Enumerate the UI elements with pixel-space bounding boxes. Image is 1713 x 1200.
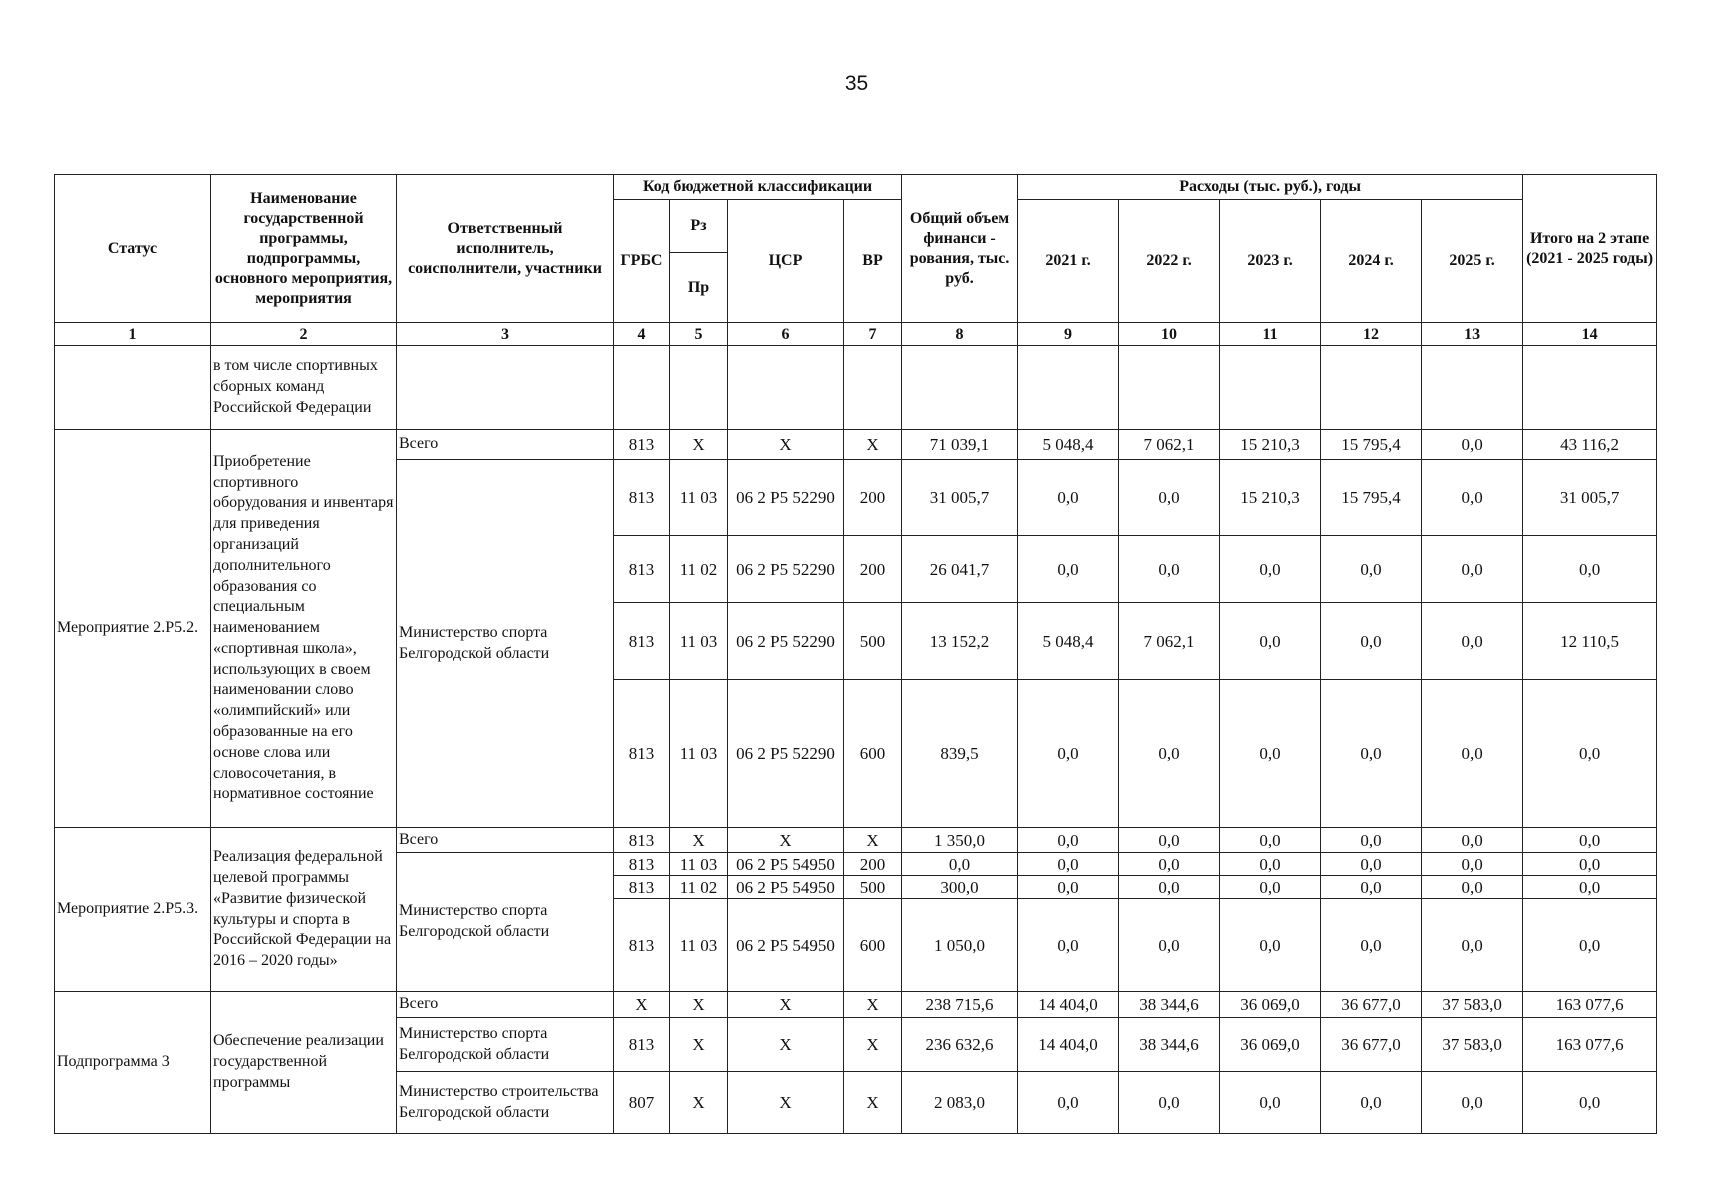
column-number: 2 [211,323,397,346]
column-number: 8 [902,323,1018,346]
vr-cell: X [844,430,902,460]
grbs-cell: 813 [614,460,670,536]
year-2022-cell: 7 062,1 [1119,430,1220,460]
year-2021-cell: 0,0 [1018,536,1119,603]
column-number: 14 [1523,323,1657,346]
empty-cell [397,346,614,430]
empty-cell [902,346,1018,430]
vr-cell: 200 [844,853,902,876]
header-pr: Пр [670,253,728,323]
status-cell: Мероприятие 2.Р5.2. [55,430,211,828]
rzpr-cell: X [670,1018,728,1072]
column-number: 12 [1321,323,1422,346]
rzpr-cell: 11 03 [670,603,728,680]
header-name: Наименование государственной программы, подпрограммы, основного мероприятия, мероприятия [211,175,397,323]
executor-cell: Министерство спорта Белгородской области [397,1018,614,1072]
itogo-cell: 0,0 [1523,536,1657,603]
itogo-cell: 163 077,6 [1523,992,1657,1018]
header-year-2022: 2022 г. [1119,200,1220,323]
column-number: 3 [397,323,614,346]
rzpr-cell: 11 03 [670,899,728,992]
year-2023-cell: 0,0 [1220,853,1321,876]
rzpr-cell: X [670,1072,728,1134]
year-2022-cell: 0,0 [1119,899,1220,992]
csr-cell: 06 2 Р5 52290 [728,460,844,536]
year-2021-cell: 0,0 [1018,1072,1119,1134]
year-2021-cell: 5 048,4 [1018,430,1119,460]
year-2024-cell: 0,0 [1321,876,1422,899]
grbs-cell: 813 [614,876,670,899]
year-2021-cell: 14 404,0 [1018,1018,1119,1072]
rzpr-cell: 11 02 [670,536,728,603]
year-2022-cell: 0,0 [1119,853,1220,876]
grbs-cell: 813 [614,430,670,460]
year-2024-cell: 0,0 [1321,536,1422,603]
empty-cell [844,346,902,430]
year-2024-cell: 15 795,4 [1321,430,1422,460]
vr-cell: X [844,1018,902,1072]
status-cell: Мероприятие 2.Р5.3. [55,828,211,992]
continuation-text: в том числе спортивных сборных команд Российской Федерации [211,346,397,430]
itogo-cell: 43 116,2 [1523,430,1657,460]
total-cell: 0,0 [902,853,1018,876]
year-2022-cell: 0,0 [1119,1072,1220,1134]
column-number: 1 [55,323,211,346]
year-2023-cell: 0,0 [1220,899,1321,992]
header-year-2024: 2024 г. [1321,200,1422,323]
itogo-cell: 31 005,7 [1523,460,1657,536]
total-cell: 2 083,0 [902,1072,1018,1134]
csr-cell: X [728,992,844,1018]
empty-cell [614,346,670,430]
year-2024-cell: 0,0 [1321,603,1422,680]
csr-cell: X [728,828,844,853]
vr-cell: 500 [844,876,902,899]
rzpr-cell: 11 03 [670,853,728,876]
year-2025-cell: 0,0 [1422,853,1523,876]
rzpr-cell: 11 03 [670,460,728,536]
column-number: 13 [1422,323,1523,346]
vr-cell: 200 [844,536,902,603]
empty-cell [1523,346,1657,430]
year-2024-cell: 0,0 [1321,899,1422,992]
status-cell: Подпрограмма 3 [55,992,211,1134]
page-number: 35 [844,72,869,95]
csr-cell: 06 2 Р5 52290 [728,680,844,828]
year-2021-cell: 0,0 [1018,828,1119,853]
header-csr: ЦСР [728,200,844,323]
header-executor: Ответственный исполнитель, соисполнители, участники [397,175,614,323]
vr-cell: 500 [844,603,902,680]
vr-cell: 600 [844,680,902,828]
year-2021-cell: 5 048,4 [1018,603,1119,680]
csr-cell: 06 2 Р5 52290 [728,536,844,603]
itogo-cell: 0,0 [1523,1072,1657,1134]
column-number: 7 [844,323,902,346]
total-cell: 300,0 [902,876,1018,899]
itogo-cell: 0,0 [1523,876,1657,899]
year-2025-cell: 0,0 [1422,536,1523,603]
year-2023-cell: 0,0 [1220,603,1321,680]
grbs-cell: 807 [614,1072,670,1134]
itogo-cell: 0,0 [1523,828,1657,853]
year-2025-cell: 37 583,0 [1422,992,1523,1018]
rzpr-cell: X [670,430,728,460]
rzpr-cell: X [670,828,728,853]
executor-cell: Всего [397,430,614,460]
year-2024-cell: 36 677,0 [1321,992,1422,1018]
header-total-volume: Общий объем финанси - рования, тыс. руб. [902,175,1018,323]
total-cell: 13 152,2 [902,603,1018,680]
executor-cell: Всего [397,992,614,1018]
itogo-cell: 12 110,5 [1523,603,1657,680]
executor-cell: Всего [397,828,614,853]
year-2023-cell: 36 069,0 [1220,1018,1321,1072]
total-cell: 26 041,7 [902,536,1018,603]
year-2023-cell: 0,0 [1220,680,1321,828]
year-2021-cell: 0,0 [1018,899,1119,992]
year-2021-cell: 0,0 [1018,680,1119,828]
grbs-cell: 813 [614,828,670,853]
total-cell: 1 350,0 [902,828,1018,853]
itogo-cell: 163 077,6 [1523,1018,1657,1072]
year-2025-cell: 0,0 [1422,460,1523,536]
executor-cell: Министерство спорта Белгородской области [397,460,614,828]
grbs-cell: 813 [614,853,670,876]
column-number: 5 [670,323,728,346]
rzpr-cell: 11 02 [670,876,728,899]
year-2025-cell: 0,0 [1422,828,1523,853]
itogo-cell: 0,0 [1523,680,1657,828]
executor-cell: Министерство строительства Белгородской области [397,1072,614,1134]
header-year-2021: 2021 г. [1018,200,1119,323]
year-2023-cell: 0,0 [1220,1072,1321,1134]
csr-cell: X [728,1072,844,1134]
table-row [55,992,1657,1018]
empty-cell [1422,346,1523,430]
continuation-row [55,346,1657,430]
year-2021-cell: 14 404,0 [1018,992,1119,1018]
year-2023-cell: 15 210,3 [1220,430,1321,460]
year-2021-cell: 0,0 [1018,876,1119,899]
csr-cell: 06 2 Р5 54950 [728,853,844,876]
header-status: Статус [55,175,211,323]
empty-cell [670,346,728,430]
grbs-cell: X [614,992,670,1018]
year-2025-cell: 37 583,0 [1422,1018,1523,1072]
rzpr-cell: 11 03 [670,680,728,828]
year-2024-cell: 0,0 [1321,853,1422,876]
csr-cell: X [728,430,844,460]
header-expenses: Расходы (тыс. руб.), годы [1018,175,1523,200]
grbs-cell: 813 [614,899,670,992]
name-cell: Реализация федеральной целевой программы «Развитие физической культуры и спорта в Российской Федерации на 2016 – 2020 годы» [211,828,397,992]
itogo-cell: 0,0 [1523,899,1657,992]
csr-cell: 06 2 Р5 54950 [728,899,844,992]
year-2023-cell: 15 210,3 [1220,460,1321,536]
grbs-cell: 813 [614,603,670,680]
csr-cell: 06 2 Р5 52290 [728,603,844,680]
year-2024-cell: 0,0 [1321,1072,1422,1134]
table-row [55,430,1657,460]
year-2022-cell: 0,0 [1119,536,1220,603]
year-2025-cell: 0,0 [1422,899,1523,992]
empty-cell [728,346,844,430]
table-row [55,828,1657,853]
year-2024-cell: 0,0 [1321,680,1422,828]
column-number: 10 [1119,323,1220,346]
continuation-status-cell [55,346,211,430]
year-2023-cell: 36 069,0 [1220,992,1321,1018]
year-2025-cell: 0,0 [1422,1072,1523,1134]
header-budget-code: Код бюджетной классификации [614,175,902,200]
column-number: 9 [1018,323,1119,346]
year-2025-cell: 0,0 [1422,876,1523,899]
year-2023-cell: 0,0 [1220,876,1321,899]
csr-cell: 06 2 Р5 54950 [728,876,844,899]
vr-cell: 600 [844,899,902,992]
header-rz: Рз [670,200,728,253]
executor-cell: Министерство спорта Белгородской области [397,853,614,992]
total-cell: 238 715,6 [902,992,1018,1018]
header-year-2025: 2025 г. [1422,200,1523,323]
year-2022-cell: 38 344,6 [1119,1018,1220,1072]
year-2022-cell: 0,0 [1119,680,1220,828]
year-2024-cell: 36 677,0 [1321,1018,1422,1072]
empty-cell [1018,346,1119,430]
grbs-cell: 813 [614,1018,670,1072]
year-2022-cell: 38 344,6 [1119,992,1220,1018]
year-2022-cell: 0,0 [1119,828,1220,853]
year-2024-cell: 15 795,4 [1321,460,1422,536]
header-vr: ВР [844,200,902,323]
csr-cell: X [728,1018,844,1072]
empty-cell [1321,346,1422,430]
header-year-2023: 2023 г. [1220,200,1321,323]
grbs-cell: 813 [614,680,670,828]
empty-cell [1119,346,1220,430]
year-2023-cell: 0,0 [1220,828,1321,853]
column-number: 11 [1220,323,1321,346]
itogo-cell: 0,0 [1523,853,1657,876]
total-cell: 1 050,0 [902,899,1018,992]
total-cell: 31 005,7 [902,460,1018,536]
header-grbs: ГРБС [614,200,670,323]
year-2025-cell: 0,0 [1422,603,1523,680]
year-2023-cell: 0,0 [1220,536,1321,603]
vr-cell: 200 [844,460,902,536]
rzpr-cell: X [670,992,728,1018]
year-2025-cell: 0,0 [1422,430,1523,460]
year-2022-cell: 0,0 [1119,460,1220,536]
column-number: 4 [614,323,670,346]
vr-cell: X [844,1072,902,1134]
header-itogo: Итого на 2 этапе (2021 - 2025 годы) [1523,175,1657,323]
total-cell: 236 632,6 [902,1018,1018,1072]
year-2021-cell: 0,0 [1018,853,1119,876]
total-cell: 839,5 [902,680,1018,828]
budget-table [54,174,1657,1134]
column-number-row [55,323,1657,346]
name-cell: Обеспечение реализации государственной программы [211,992,397,1134]
empty-cell [1220,346,1321,430]
grbs-cell: 813 [614,536,670,603]
year-2022-cell: 7 062,1 [1119,603,1220,680]
year-2022-cell: 0,0 [1119,876,1220,899]
year-2021-cell: 0,0 [1018,460,1119,536]
vr-cell: X [844,828,902,853]
column-number: 6 [728,323,844,346]
total-cell: 71 039,1 [902,430,1018,460]
year-2025-cell: 0,0 [1422,680,1523,828]
year-2024-cell: 0,0 [1321,828,1422,853]
vr-cell: X [844,992,902,1018]
name-cell: Приобретение спортивного оборудования и инвентаря для приведения организаций дополнительного образования со специальным наименованием «спортивная школа», использующих в своем наименовании слово «олимпийский» или образованные на его основе слова или словосочетания, в нормативное состояние [211,430,397,828]
